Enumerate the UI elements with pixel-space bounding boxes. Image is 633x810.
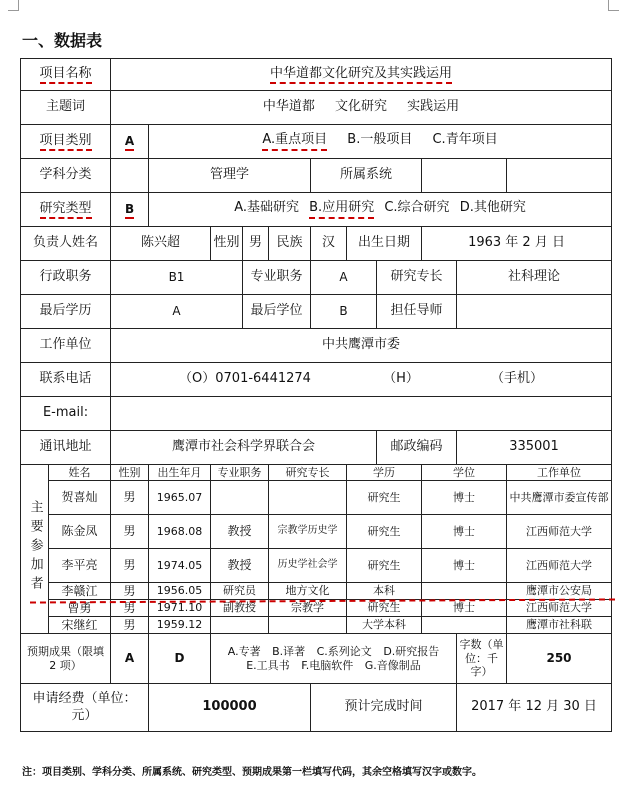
gender-label: 性别 [211,227,243,261]
research-type-label: 研究类型 [21,193,111,227]
mobile-phone: （手机） [491,371,544,387]
type-option: A.基础研究 [234,199,299,215]
birth-label: 出生日期 [347,227,422,261]
budget-label: 申请经费（单位：元） [21,684,149,732]
keyword-item: 中华道都 [262,99,315,115]
leader-name: 陈兴超 [111,227,211,261]
results-code-2: D [149,634,211,684]
keywords-value [111,91,612,125]
member-header: 出生年月 [149,465,211,481]
member-header: 学历 [347,465,422,481]
table-row: 曾勇 男 1971.10 副教授 宗教学 研究生 博士 江西师范大学 [21,600,612,617]
table-row: 宋继红 男 1959.12 大学本科 鹰潭市社科联 [21,617,612,634]
ethnicity-value: 汉 [311,227,347,261]
admin-value: B1 [111,261,243,295]
corner-mark [8,0,19,11]
member-header: 性别 [111,465,149,481]
corner-mark [608,0,619,11]
project-category-options [149,125,612,159]
member-header: 学位 [422,465,507,481]
table-row: 陈金凤 男 1968.08 教授 宗教学历史学 研究生 博士 江西师范大学 [21,515,612,549]
type-option: B.应用研究 [309,200,374,219]
degree-label: 最后学位 [243,295,311,329]
postcode-label: 邮政编码 [377,431,457,465]
specialty-label: 研究专长 [377,261,457,295]
postcode-value: 335001 [457,431,612,465]
category-option: B.一般项目 [347,131,413,147]
supervisor-label: 担任导师 [377,295,457,329]
education-label: 最后学历 [21,295,111,329]
office-phone: （O）0701-6441274 [179,371,311,387]
member-header: 工作单位 [507,465,612,481]
keyword-item: 实践运用 [407,99,460,115]
employer-value: 中共鹰潭市委 [111,329,612,363]
finish-label: 预计完成时间 [311,684,457,732]
type-option: D.其他研究 [459,199,526,215]
table-row: 李平亮 男 1974.05 教授 历史学社会学 研究生 博士 江西师范大学 [21,549,612,583]
results-code-1: A [111,634,149,684]
employer-label: 工作单位 [21,329,111,363]
keywords-label: 主题词 [21,91,111,125]
phone-values [111,363,612,397]
home-phone: （H） [383,371,419,387]
discipline-value: 管理学 [149,159,311,193]
project-name-value: 中华道都文化研究及其实践运用 [111,59,612,91]
admin-label: 行政职务 [21,261,111,295]
address-value: 鹰潭市社会科学界联合会 [111,431,377,465]
phone-label: 联系电话 [21,363,111,397]
table-row: 李赣江 男 1956.05 研究员 地方文化 本科 鹰潭市公安局 [21,583,612,600]
keyword-item: 文化研究 [335,99,388,115]
project-category-label: 项目类别 [21,125,111,159]
member-header: 姓名 [49,465,111,481]
education-value: A [111,295,243,329]
footnote: 注：项目类别、学科分类、所属系统、研究类型、预期成果第一栏填写代码，其余空格填写汉字或数字。 [22,767,482,778]
data-table [20,58,612,732]
category-option: A.重点项目 [262,132,327,151]
member-header: 专业职务 [211,465,269,481]
members-side-label: 主要参加者 [21,465,49,634]
birth-value: 1963 年 2 月 日 [422,227,612,261]
results-options: A.专著 B.译著 C.系列论文 D.研究报告 E.工具书 F.电脑软件 G.音像制品 [211,634,457,684]
prof-title-label: 专业职务 [243,261,311,295]
results-label: 预期成果（限填 2 项） [21,634,111,684]
finish-value: 2017 年 12 月 30 日 [457,684,612,732]
type-option: C.综合研究 [384,199,450,215]
address-label: 通讯地址 [21,431,111,465]
discipline-label: 学科分类 [21,159,111,193]
leader-name-label: 负责人姓名 [21,227,111,261]
specialty-value: 社科理论 [457,261,612,295]
system-label: 所属系统 [311,159,422,193]
section-heading: 一、数据表 [22,31,103,50]
category-option: C.青年项目 [432,131,498,147]
ethnicity-label: 民族 [269,227,311,261]
email-label: E-mail: [21,397,111,431]
prof-title-value: A [311,261,377,295]
word-count-value: 250 [507,634,612,684]
word-count-label: 字数（单位：千字） [457,634,507,684]
degree-value: B [311,295,377,329]
gender-value: 男 [243,227,269,261]
research-type-code: B [111,193,149,227]
member-header: 研究专长 [269,465,347,481]
table-row: 贺喜灿 男 1965.07 研究生 博士 中共鹰潭市委宣传部 [21,481,612,515]
project-name-label: 项目名称 [21,59,111,91]
research-type-options [149,193,612,227]
budget-value: 100000 [149,684,311,732]
project-category-code: A [111,125,149,159]
